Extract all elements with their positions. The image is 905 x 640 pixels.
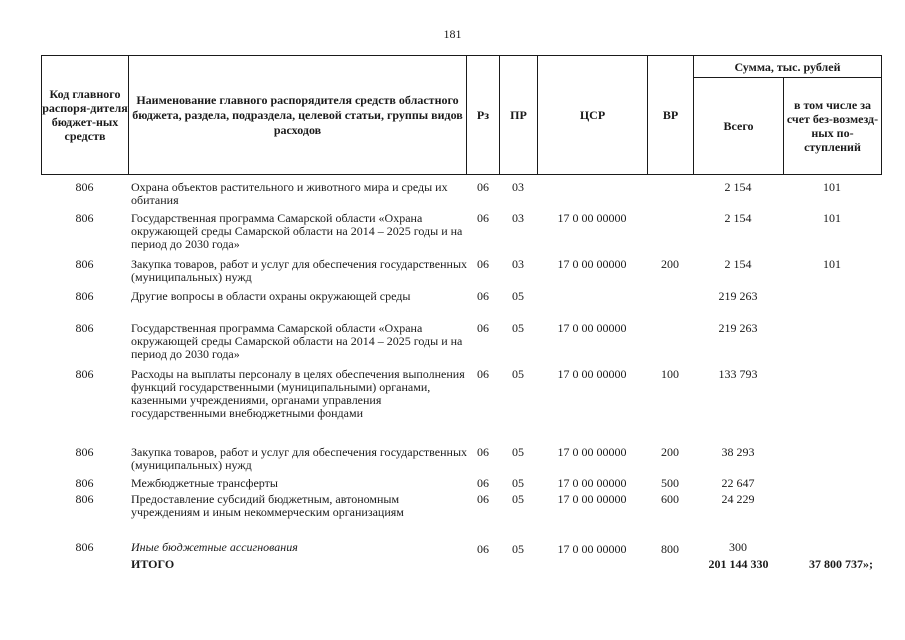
rz-cell: 06 — [477, 321, 489, 335]
csr-cell: 17 0 00 00000 — [557, 445, 627, 459]
pr-cell: 05 — [512, 367, 524, 381]
header-pr: ПР — [500, 56, 538, 175]
csr-cell: 17 0 00 00000 — [557, 476, 627, 490]
header-rz: Рз — [467, 56, 500, 175]
total-cell: 22 647 — [721, 476, 755, 490]
free-cell: 101 — [823, 257, 841, 271]
rz-cell: 06 — [477, 445, 489, 459]
name-cell: Закупка товаров, работ и услуг для обеспечения государственных (муниципальных) нужд — [131, 445, 468, 472]
csr-cell: 17 0 00 00000 — [557, 211, 627, 225]
header-csr: ЦСР — [538, 56, 648, 175]
header-vr: ВР — [648, 56, 694, 175]
total-cell: 2 154 — [724, 180, 752, 194]
rz-cell: 06 — [477, 367, 489, 381]
csr-cell: 17 0 00 00000 — [557, 257, 627, 271]
rz-cell: 06 — [477, 211, 489, 225]
header-code: Код главного распоря-дителя бюджет-ных средств — [42, 56, 129, 175]
name-cell: Иные бюджетные ассигнования — [131, 540, 298, 554]
pr-cell: 05 — [512, 476, 524, 490]
rz-cell: 06 — [477, 289, 489, 303]
code-cell: 806 — [75, 540, 94, 554]
code-cell: 806 — [75, 257, 94, 271]
header-name: Наименование главного распорядителя средств областного бюджета, раздела, подраздела, целевой статьи, группы видов расходов — [129, 56, 467, 175]
name-cell: Государственная программа Самарской области «Охрана окружающей среды Самарской области на 2014 – 2025 годы и на период до 2030 года» — [131, 321, 463, 361]
rz-cell: 06 — [477, 180, 489, 194]
vr-cell: 200 — [661, 445, 679, 459]
pr-cell: 03 — [512, 180, 524, 194]
table-header — [41, 55, 882, 175]
total-cell: 38 293 — [721, 445, 755, 459]
name-cell: Расходы на выплаты персоналу в целях обеспечения выполнения функций государственными (муниципальными) органами, казенными учреждениями, органами управления государственными внебюджетными фондами — [131, 367, 465, 420]
csr-cell: 17 0 00 00000 — [557, 492, 627, 506]
total-cell: 300 — [729, 540, 747, 554]
name-cell: Предоставление субсидий бюджетным, автономным учреждениям и иным некоммерческим организациям — [131, 492, 404, 519]
free-cell: 101 — [823, 211, 841, 225]
vr-cell: 500 — [661, 476, 679, 490]
vr-cell: 200 — [661, 257, 679, 271]
free-cell: 101 — [823, 180, 841, 194]
total-cell: 219 263 — [718, 321, 758, 335]
total-cell: 2 154 — [724, 211, 752, 225]
rz-cell: 06 — [477, 476, 489, 490]
name-cell: Охрана объектов растительного и животного мира и среды их обитания — [131, 180, 448, 207]
vr-cell: 800 — [661, 542, 679, 556]
rz-cell: 06 — [477, 542, 489, 556]
pr-cell: 05 — [512, 542, 524, 556]
grand-total-free: 37 800 737»; — [809, 557, 873, 571]
name-cell: Государственная программа Самарской области «Охрана окружающей среды Самарской области на 2014 – 2025 годы и на период до 2030 года» — [131, 211, 463, 251]
total-cell: 219 263 — [718, 289, 758, 303]
header-total: Всего — [694, 78, 784, 175]
pr-cell: 05 — [512, 321, 524, 335]
rz-cell: 06 — [477, 492, 489, 506]
name-cell: Межбюджетные трансферты — [131, 476, 278, 490]
name-cell: Закупка товаров, работ и услуг для обеспечения государственных (муниципальных) нужд — [131, 257, 468, 284]
code-cell: 806 — [75, 445, 94, 459]
csr-cell: 17 0 00 00000 — [557, 367, 627, 381]
pr-cell: 05 — [512, 445, 524, 459]
vr-cell: 100 — [661, 367, 679, 381]
code-cell: 806 — [75, 476, 94, 490]
name-cell: Другие вопросы в области охраны окружающей среды — [131, 289, 411, 303]
code-cell: 806 — [75, 211, 94, 225]
total-cell: 24 229 — [721, 492, 755, 506]
csr-cell: 17 0 00 00000 — [557, 542, 627, 556]
page-number: 181 — [443, 27, 462, 41]
pr-cell: 03 — [512, 257, 524, 271]
code-cell: 806 — [75, 492, 94, 506]
total-label: ИТОГО — [131, 557, 175, 571]
vr-cell: 600 — [661, 492, 679, 506]
total-cell: 2 154 — [724, 257, 752, 271]
pr-cell: 05 — [512, 492, 524, 506]
rz-cell: 06 — [477, 257, 489, 271]
header-free: в том числе за счет без-возмезд-ных по-ступлений — [784, 78, 882, 175]
pr-cell: 05 — [512, 289, 524, 303]
header-sum: Сумма, тыс. рублей — [694, 56, 882, 78]
code-cell: 806 — [75, 321, 94, 335]
grand-total: 201 144 330 — [708, 557, 769, 571]
code-cell: 806 — [75, 180, 94, 194]
code-cell: 806 — [75, 367, 94, 381]
code-cell: 806 — [75, 289, 94, 303]
total-cell: 133 793 — [718, 367, 758, 381]
csr-cell: 17 0 00 00000 — [557, 321, 627, 335]
pr-cell: 03 — [512, 211, 524, 225]
